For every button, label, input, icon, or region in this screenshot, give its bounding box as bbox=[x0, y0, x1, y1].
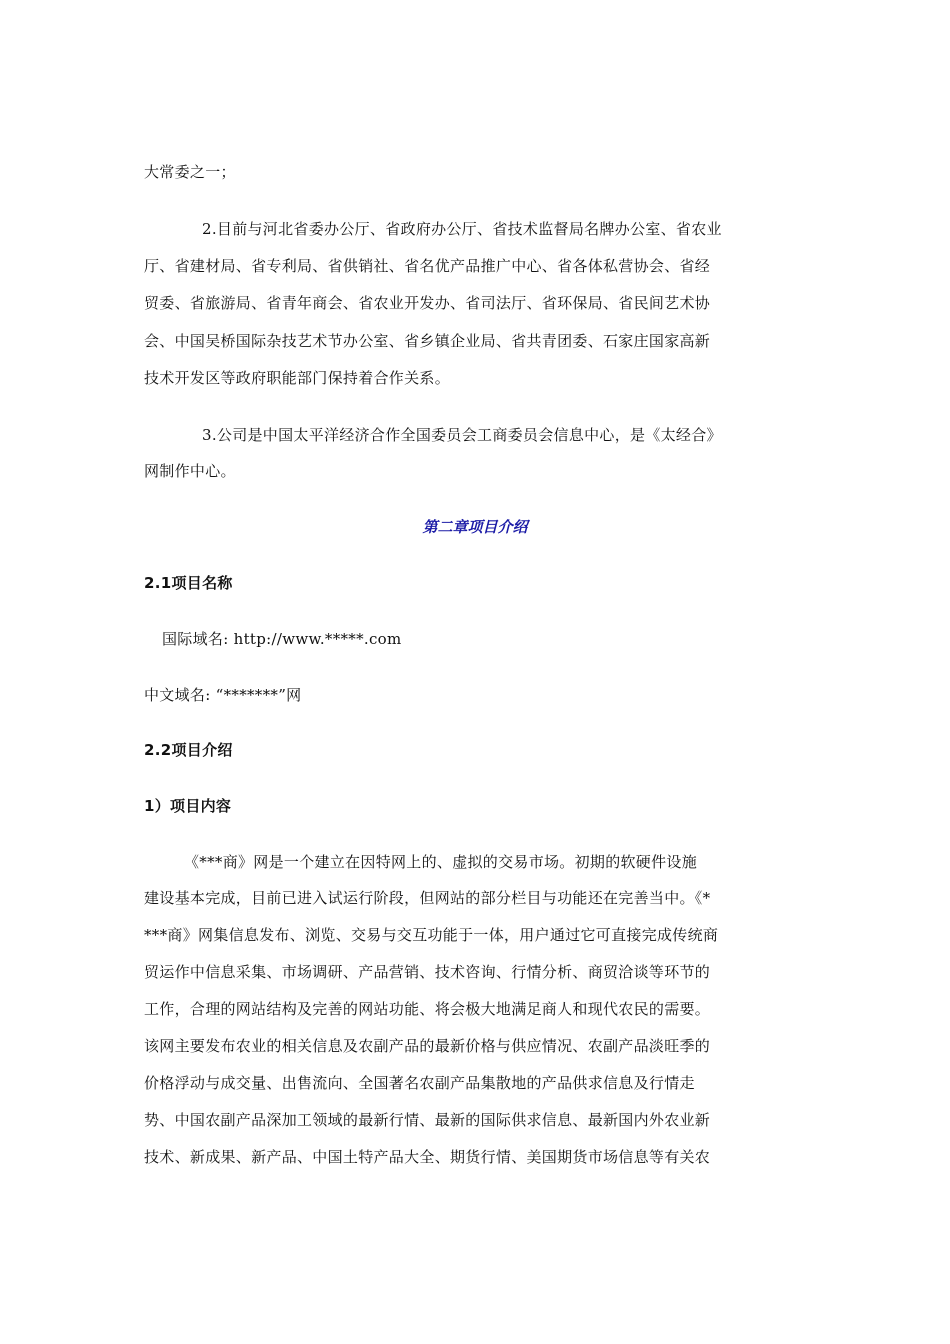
paragraph-line: 大常委之一； bbox=[144, 163, 236, 181]
cn-domain: 中文域名: “*******”网 bbox=[144, 686, 302, 704]
section-title: 2.1项目名称 bbox=[144, 574, 233, 592]
paragraph-line: 建设基本完成，目前已进入试运行阶段，但网站的部分栏目与功能还在完善当中。《* bbox=[144, 889, 711, 907]
section-title: 2.2项目介绍 bbox=[144, 741, 233, 759]
paragraph-line: 贸运作中信息采集、市场调研、产品营销、技术咨询、行情分析、商贸洽谈等环节的 bbox=[144, 963, 711, 981]
paragraph-line: 网制作中心。 bbox=[144, 462, 236, 480]
paragraph-line: 工作，合理的网站结构及完善的网站功能、将会极大地满足商人和现代农民的需要。 bbox=[144, 1000, 711, 1018]
paragraph-line: 2.目前与河北省委办公厅、省政府办公厅、省技术监督局名牌办公室、省农业 bbox=[202, 220, 722, 238]
chapter-title: 第二章项目介绍 bbox=[422, 518, 528, 536]
paragraph-line: 会、中国吴桥国际杂技艺术节办公室、省乡镇企业局、省共青团委、石家庄国家高新 bbox=[144, 332, 711, 350]
paragraph-line: ***商》网集信息发布、浏览、交易与交互功能于一体，用户通过它可直接完成传统商 bbox=[144, 926, 719, 944]
paragraph-line: 技术开发区等政府职能部门保持着合作关系。 bbox=[144, 369, 451, 387]
intl-domain: 国际域名: http://www.*****.com bbox=[162, 630, 402, 648]
paragraph-line: 该网主要发布农业的相关信息及农副产品的最新价格与供应情况、农副产品淡旺季的 bbox=[144, 1037, 711, 1055]
paragraph-line: 3.公司是中国太平洋经济合作全国委员会工商委员会信息中心，是《太经合》 bbox=[202, 426, 722, 444]
paragraph-line: 技术、新成果、新产品、中国土特产品大全、期货行情、美国期货市场信息等有关农 bbox=[144, 1148, 711, 1166]
paragraph-line: 厅、省建材局、省专利局、省供销社、省名优产品推广中心、省各体私营协会、省经 bbox=[144, 257, 711, 275]
paragraph-line: 价格浮动与成交量、出售流向、全国著名农副产品集散地的产品供求信息及行情走 bbox=[144, 1074, 695, 1092]
paragraph-line: 贸委、省旅游局、省青年商会、省农业开发办、省司法厅、省环保局、省民间艺术协 bbox=[144, 294, 711, 312]
subsection-title: 1）项目内容 bbox=[144, 797, 232, 815]
paragraph-line: 势、中国农副产品深加工领域的最新行情、最新的国际供求信息、最新国内外农业新 bbox=[144, 1111, 711, 1129]
paragraph-line: 《***商》网是一个建立在因特网上的、虚拟的交易市场。初期的软硬件设施 bbox=[184, 853, 698, 871]
